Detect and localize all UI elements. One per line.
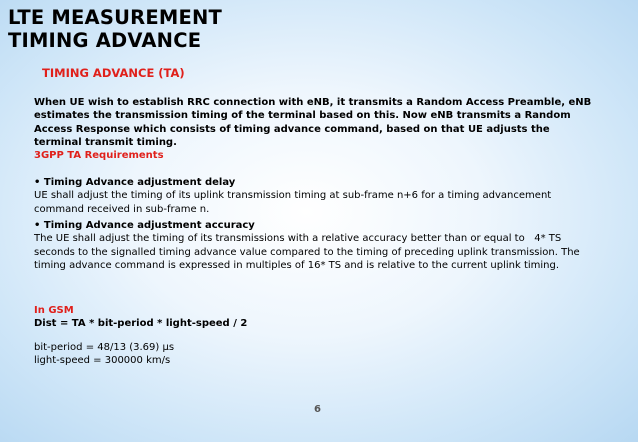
- gsm-formula: Dist = TA * bit-period * light-speed / 2: [34, 318, 248, 329]
- requirement-body: The UE shall adjust the timing of its transmissions with a relative accuracy better than or equal to 4* TS seconds to the signalled timing advance value compared to the timing of preceding uplink transmission. The timing advance command is expressed in multiples of 16* TS and is relative to the current uplink timing.: [34, 233, 583, 272]
- slide-title-line-2: TIMING ADVANCE: [8, 29, 202, 52]
- param-bit-period: bit-period = 48/13 (3.69) μs: [34, 342, 175, 353]
- requirement-title: • Timing Advance adjustment accuracy: [34, 220, 255, 231]
- intro-paragraph: When UE wish to establish RRC connection with eNB, it transmits a Random Access Preamble, eNB estimates the transmission timing of the terminal based on this. Now eNB transmits a Random Access Response which consists of timing advance command, based on that UE adjusts the terminal transmit timing.: [34, 97, 592, 149]
- requirements-heading: 3GPP TA Requirements: [34, 150, 164, 161]
- requirement-body: UE shall adjust the timing of its uplink transmission timing at sub-frame n+6 for a timing advancement command received in sub-frame n.: [34, 190, 552, 215]
- page-number: 6: [314, 404, 321, 415]
- requirement-item-delay: [34, 176, 594, 216]
- slide-title: [8, 6, 222, 52]
- gsm-heading: In GSM: [34, 305, 74, 316]
- slide-title-line-1: LTE MEASUREMENT: [8, 6, 222, 29]
- section-heading: TIMING ADVANCE (TA): [42, 66, 185, 80]
- requirement-title: • Timing Advance adjustment delay: [34, 177, 236, 188]
- param-light-speed: light-speed = 300000 km/s: [34, 355, 171, 366]
- requirement-item-accuracy: [34, 219, 594, 273]
